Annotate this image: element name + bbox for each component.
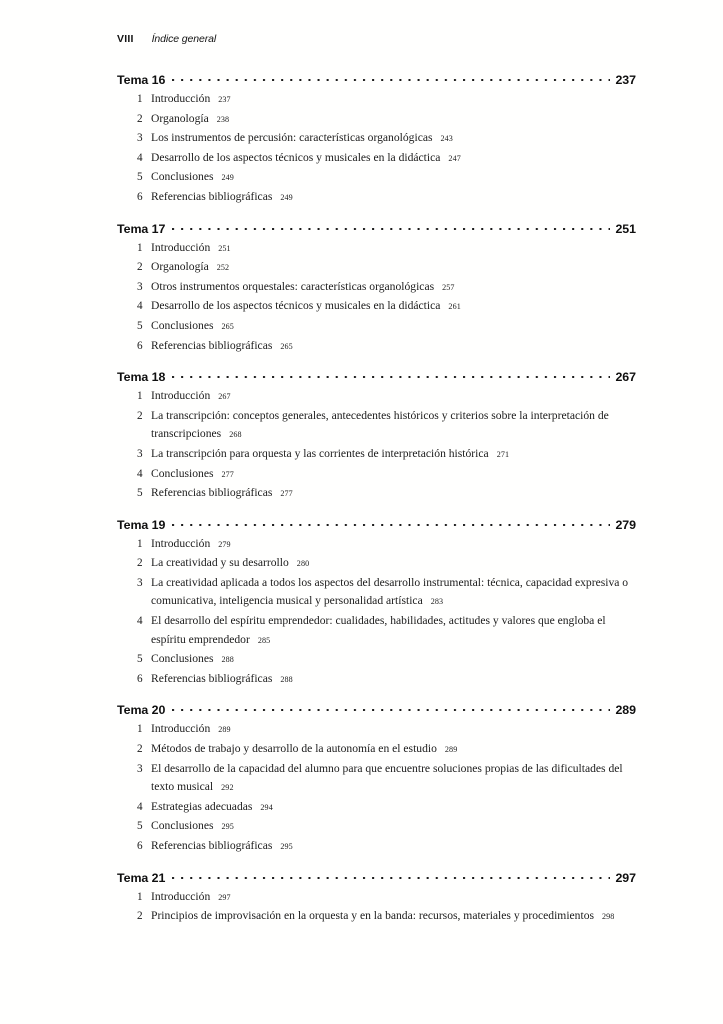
toc-item-body <box>151 574 636 612</box>
toc-item-number: 2 <box>137 261 143 274</box>
toc-item[interactable] <box>117 837 636 857</box>
toc-item-body <box>151 278 636 298</box>
toc-item-page-number: 252 <box>216 263 230 273</box>
toc-item-page-number: 277 <box>221 469 234 479</box>
toc-item-number: 5 <box>137 820 143 833</box>
toc-item-title: El desarrollo del espíritu emprendedor: cualidades, habilidades, actitudes y valores que engloba el espíritu emprendedor <box>151 614 606 646</box>
toc-item-page-number: 297 <box>218 892 231 902</box>
toc-section <box>117 72 636 208</box>
toc-item-title: Introducción <box>151 240 211 254</box>
toc-item[interactable] <box>117 445 636 465</box>
running-head <box>117 33 216 45</box>
toc-item[interactable] <box>117 407 636 445</box>
toc-item-page-number: 288 <box>221 655 234 665</box>
toc-item-body <box>151 612 636 650</box>
toc-item-page-number: 294 <box>260 802 273 812</box>
toc-item-number: 5 <box>137 487 143 500</box>
toc-item-number: 2 <box>137 557 143 570</box>
toc-item-body <box>151 798 636 818</box>
toc-item[interactable] <box>117 168 636 188</box>
toc-item-title: Referencias bibliográficas <box>151 839 273 852</box>
toc-item-number: 3 <box>137 280 143 293</box>
toc-item-page-number: 288 <box>280 674 293 684</box>
dot-leader <box>172 870 610 882</box>
toc-item-number: 2 <box>137 743 143 756</box>
toc-item[interactable] <box>117 817 636 837</box>
toc-item-page-number: 247 <box>448 153 461 163</box>
toc-item-list <box>117 239 636 357</box>
running-head-title: Índice general <box>151 33 217 45</box>
toc-item-number: 1 <box>137 390 143 403</box>
toc-section <box>117 702 636 856</box>
toc-item-number: 1 <box>137 537 143 550</box>
toc-item-title: La creatividad y su desarrollo <box>151 556 289 570</box>
toc-item-title: Organología <box>151 111 209 125</box>
toc-item-title: Conclusiones <box>151 318 214 332</box>
toc-item-page-number: 280 <box>296 559 310 569</box>
toc-item[interactable] <box>117 888 636 908</box>
toc-section-page-number: 237 <box>615 73 636 87</box>
toc-item-title: Principios de improvisación en la orquesta y en la banda: recursos, materiales y procedimientos <box>151 909 595 923</box>
toc-item-body <box>151 188 636 208</box>
toc-item[interactable] <box>117 650 636 670</box>
toc-item-number: 6 <box>137 840 143 852</box>
toc-item-title: Introducción <box>151 889 211 903</box>
toc-item-number: 4 <box>137 151 143 164</box>
table-of-contents <box>117 72 636 940</box>
toc-section-title: Tema 16 <box>117 73 166 87</box>
toc-item-number: 1 <box>137 93 143 105</box>
toc-item-body <box>151 168 636 188</box>
toc-section-heading[interactable] <box>117 517 636 532</box>
toc-item-number: 2 <box>137 112 143 125</box>
toc-section-title: Tema 17 <box>117 221 166 236</box>
toc-item-number: 6 <box>137 190 143 203</box>
toc-section <box>117 870 636 927</box>
toc-item-page-number: 283 <box>430 597 444 607</box>
toc-item[interactable] <box>117 297 636 317</box>
toc-item-title: Conclusiones <box>151 652 214 666</box>
toc-section-page-number: 289 <box>615 703 636 718</box>
toc-item-number: 4 <box>137 800 143 813</box>
toc-item-page-number: 261 <box>448 302 461 312</box>
toc-item-number: 5 <box>137 653 143 666</box>
toc-item-body <box>151 337 636 357</box>
toc-item-body <box>151 407 636 445</box>
toc-item-page-number: 268 <box>229 430 242 440</box>
toc-section-page-number: 297 <box>615 870 636 885</box>
toc-item-number: 6 <box>137 672 143 685</box>
toc-item-number: 2 <box>137 910 143 923</box>
toc-item-number: 3 <box>137 576 143 589</box>
toc-item[interactable] <box>117 188 636 208</box>
toc-section-page-number: 251 <box>615 221 636 236</box>
toc-item-body <box>151 740 636 760</box>
toc-item-list <box>117 535 636 690</box>
toc-item[interactable] <box>117 535 636 555</box>
toc-item-page-number: 289 <box>444 745 458 755</box>
toc-item-body <box>151 484 636 504</box>
toc-section-title: Tema 18 <box>117 370 166 385</box>
toc-item-title: Introducción <box>151 722 211 736</box>
toc-item[interactable] <box>117 670 636 690</box>
toc-item-page-number: 295 <box>221 822 234 832</box>
toc-section-title: Tema 21 <box>117 870 166 885</box>
toc-section <box>117 221 636 357</box>
toc-item-title: Desarrollo de los aspectos técnicos y musicales en la didáctica <box>151 150 441 164</box>
toc-item-page-number: 271 <box>496 449 510 459</box>
toc-item-number: 2 <box>137 409 143 422</box>
toc-item[interactable] <box>117 760 636 798</box>
toc-item[interactable] <box>117 740 636 760</box>
toc-item-page-number: 257 <box>442 282 455 292</box>
toc-item-number: 1 <box>137 723 143 736</box>
toc-item-title: Introducción <box>151 92 211 105</box>
toc-item-body <box>151 720 636 740</box>
toc-item[interactable] <box>117 465 636 485</box>
toc-item-page-number: 292 <box>221 783 234 793</box>
toc-section-heading[interactable] <box>117 72 636 87</box>
toc-item-title: Organología <box>151 260 209 274</box>
dot-leader <box>172 72 610 84</box>
toc-item[interactable] <box>117 484 636 504</box>
toc-item-page-number: 243 <box>440 134 453 144</box>
toc-section-heading[interactable] <box>117 221 636 236</box>
dot-leader <box>172 221 610 233</box>
toc-item[interactable] <box>117 149 636 169</box>
toc-item-body <box>151 90 636 110</box>
toc-item[interactable] <box>117 574 636 612</box>
toc-section-page-number: 267 <box>615 370 636 385</box>
toc-section-heading[interactable] <box>117 702 636 717</box>
toc-item-title: Otros instrumentos orquestales: características organológicas <box>151 279 435 293</box>
toc-item-body <box>151 837 636 857</box>
toc-item-number: 4 <box>137 300 143 313</box>
toc-item-list <box>117 888 636 927</box>
toc-item-list <box>117 387 636 504</box>
toc-item-body <box>151 535 636 555</box>
toc-item-page-number: 265 <box>280 341 293 351</box>
toc-item-page-number: 298 <box>602 912 615 922</box>
toc-item-list <box>117 90 636 208</box>
toc-item-title: Desarrollo de los aspectos técnicos y musicales en la didáctica <box>151 299 441 313</box>
toc-item-number: 1 <box>137 890 143 903</box>
toc-item-page-number: 249 <box>221 173 234 183</box>
toc-item-number: 5 <box>137 171 143 184</box>
toc-item[interactable] <box>117 907 636 927</box>
toc-item-list <box>117 720 636 856</box>
toc-item[interactable] <box>117 720 636 740</box>
toc-item-body <box>151 445 636 465</box>
dot-leader <box>172 702 610 714</box>
toc-item-page-number: 237 <box>218 95 231 104</box>
toc-section-heading[interactable] <box>117 369 636 384</box>
toc-item-number: 3 <box>137 132 143 145</box>
toc-item-body <box>151 670 636 690</box>
toc-item-body <box>151 258 636 278</box>
toc-item-title: El desarrollo de la capacidad del alumno para que encuentre soluciones propias de las dificultades del texto musical <box>151 761 623 794</box>
toc-item-body <box>151 760 636 798</box>
toc-item-page-number: 238 <box>216 114 230 124</box>
toc-item-title: Conclusiones <box>151 819 214 833</box>
toc-item-number: 3 <box>137 762 143 775</box>
toc-section-heading[interactable] <box>117 870 636 885</box>
toc-section-page-number: 279 <box>615 517 636 532</box>
toc-item-number: 1 <box>137 241 143 254</box>
toc-item-number: 4 <box>137 467 143 480</box>
toc-item-number: 5 <box>137 319 143 332</box>
toc-section-title: Tema 20 <box>117 703 166 718</box>
toc-item-title: Introducción <box>151 536 211 550</box>
toc-item-page-number: 249 <box>280 192 293 202</box>
toc-item-title: Los instrumentos de percusión: características organológicas <box>151 131 433 145</box>
toc-item-body <box>151 888 636 908</box>
toc-item-body <box>151 650 636 670</box>
toc-item[interactable] <box>117 317 636 337</box>
toc-item-title: La transcripción para orquesta y las corrientes de interpretación histórica <box>151 446 489 460</box>
toc-item-body <box>151 387 636 407</box>
toc-item-body <box>151 129 636 149</box>
toc-item[interactable] <box>117 554 636 574</box>
toc-item-number: 3 <box>137 447 143 460</box>
toc-item-title: Referencias bibliográficas <box>151 338 273 352</box>
toc-item[interactable] <box>117 239 636 259</box>
toc-item-page-number: 251 <box>218 243 231 253</box>
toc-item[interactable] <box>117 110 636 130</box>
toc-item[interactable] <box>117 387 636 407</box>
toc-item-title: Referencias bibliográficas <box>151 671 273 685</box>
toc-section <box>117 369 636 504</box>
toc-item-body <box>151 907 636 927</box>
toc-item-title: Referencias bibliográficas <box>151 189 273 203</box>
toc-item[interactable] <box>117 612 636 650</box>
toc-item-body <box>151 110 636 130</box>
toc-item-title: La transcripción: conceptos generales, antecedentes históricos y criterios sobre la interpretación de transcripciones <box>151 408 609 441</box>
toc-item-page-number: 279 <box>218 539 231 549</box>
toc-item-page-number: 265 <box>221 321 234 331</box>
dot-leader <box>172 517 610 529</box>
toc-item-title: Conclusiones <box>151 466 214 480</box>
toc-item-body <box>151 149 636 169</box>
toc-item-title: La creatividad aplicada a todos los aspectos del desarrollo instrumental: técnica, capacidad expresiva o comunicativa, inteligencia musical y personalidad artística <box>151 575 629 608</box>
toc-item[interactable] <box>117 798 636 818</box>
toc-item-body <box>151 817 636 837</box>
toc-item-title: Conclusiones <box>151 170 214 184</box>
toc-item-body <box>151 239 636 259</box>
toc-item[interactable] <box>117 337 636 357</box>
toc-item-body <box>151 297 636 317</box>
toc-item-body <box>151 465 636 485</box>
toc-item[interactable] <box>117 278 636 298</box>
toc-item[interactable] <box>117 258 636 278</box>
toc-item-page-number: 267 <box>218 392 231 402</box>
toc-item-page-number: 289 <box>218 725 231 735</box>
dot-leader <box>172 369 610 381</box>
toc-item-page-number: 285 <box>257 635 271 645</box>
toc-item-title: Estrategias adecuadas <box>151 799 253 813</box>
toc-item-number: 4 <box>137 615 143 628</box>
toc-item[interactable] <box>117 129 636 149</box>
toc-item-title: Métodos de trabajo y desarrollo de la autonomía en el estudio <box>151 742 437 756</box>
toc-item-title: Introducción <box>151 389 211 403</box>
toc-item-body <box>151 554 636 574</box>
toc-section <box>117 517 636 690</box>
toc-item-title: Referencias bibliográficas <box>151 486 273 500</box>
toc-item-number: 6 <box>137 339 143 352</box>
page-folio: VIII <box>117 33 134 45</box>
toc-item-body <box>151 317 636 337</box>
toc-item[interactable] <box>117 90 636 110</box>
toc-item-page-number: 277 <box>280 489 293 499</box>
toc-item-page-number: 295 <box>280 842 293 851</box>
toc-section-title: Tema 19 <box>117 517 166 532</box>
